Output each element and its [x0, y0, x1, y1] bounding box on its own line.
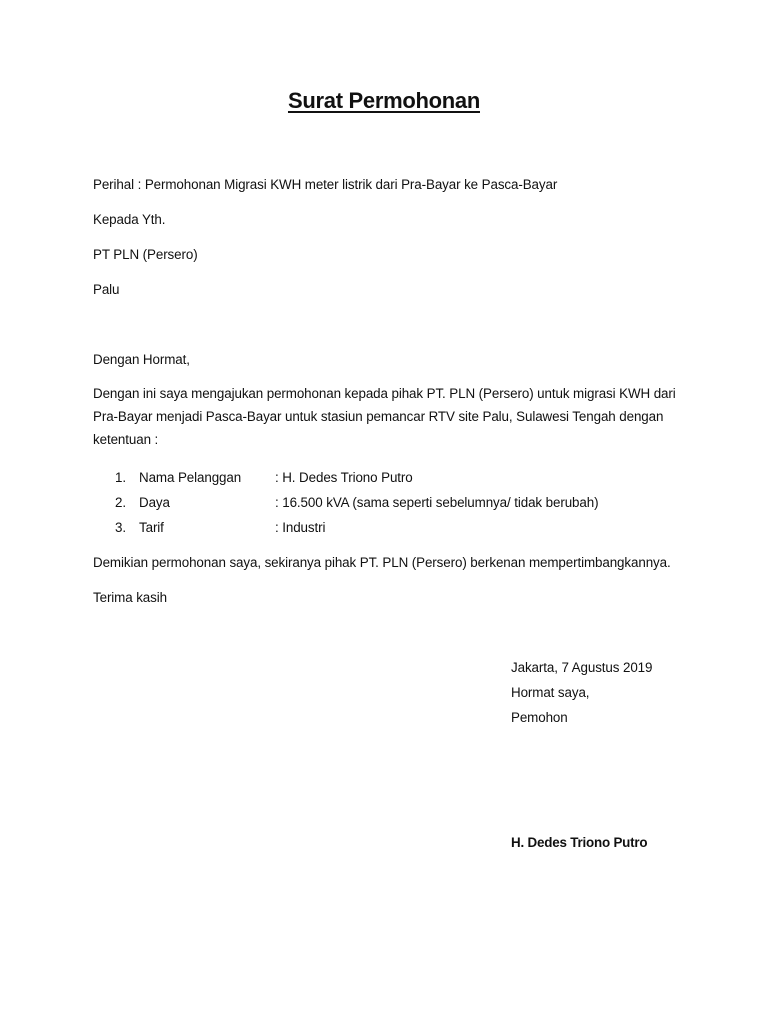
detail-row-power — [0, 494, 768, 512]
closing-sentence: Demikian permohonan saya, sekiranya pihak PT. PLN (Persero) berkenan mempertimbangkannya. — [93, 555, 671, 570]
detail-label: Nama Pelanggan — [139, 470, 242, 485]
detail-value: : Industri — [275, 520, 326, 535]
detail-value: : H. Dedes Triono Putro — [275, 470, 413, 485]
recipient-city: Palu — [93, 282, 120, 297]
thanks: Terima kasih — [93, 590, 167, 605]
detail-number: 3. — [115, 520, 126, 535]
body-line-1: Dengan ini saya mengajukan permohonan kepada pihak PT. PLN (Persero) untuk migrasi KWH dari — [93, 386, 676, 401]
signature-place-date: Jakarta, 7 Agustus 2019 — [511, 660, 653, 675]
detail-row-tariff — [0, 519, 768, 537]
letter-title: Surat Permohonan — [287, 88, 480, 113]
recipient-salutation: Kepada Yth. — [93, 212, 166, 227]
greeting: Dengan Hormat, — [93, 352, 190, 367]
detail-number: 1. — [115, 470, 126, 485]
detail-label: Daya — [139, 495, 170, 510]
detail-number: 2. — [115, 495, 126, 510]
signature-name: H. Dedes Triono Putro — [511, 835, 648, 850]
signature-role: Pemohon — [511, 710, 568, 725]
signature-regards: Hormat saya, — [511, 685, 590, 700]
detail-label: Tarif — [139, 520, 164, 535]
detail-value: : 16.500 kVA (sama seperti sebelumnya/ tidak berubah) — [275, 495, 599, 510]
recipient-company: PT PLN (Persero) — [93, 247, 198, 262]
detail-row-customer — [0, 469, 768, 487]
body-line-3: ketentuan : — [93, 432, 159, 447]
subject-line: Perihal : Permohonan Migrasi KWH meter listrik dari Pra-Bayar ke Pasca-Bayar — [93, 177, 558, 192]
body-paragraph — [93, 382, 676, 451]
body-line-2: Pra-Bayar menjadi Pasca-Bayar untuk stasiun pemancar RTV site Palu, Sulawesi Tengah dengan — [93, 409, 664, 424]
